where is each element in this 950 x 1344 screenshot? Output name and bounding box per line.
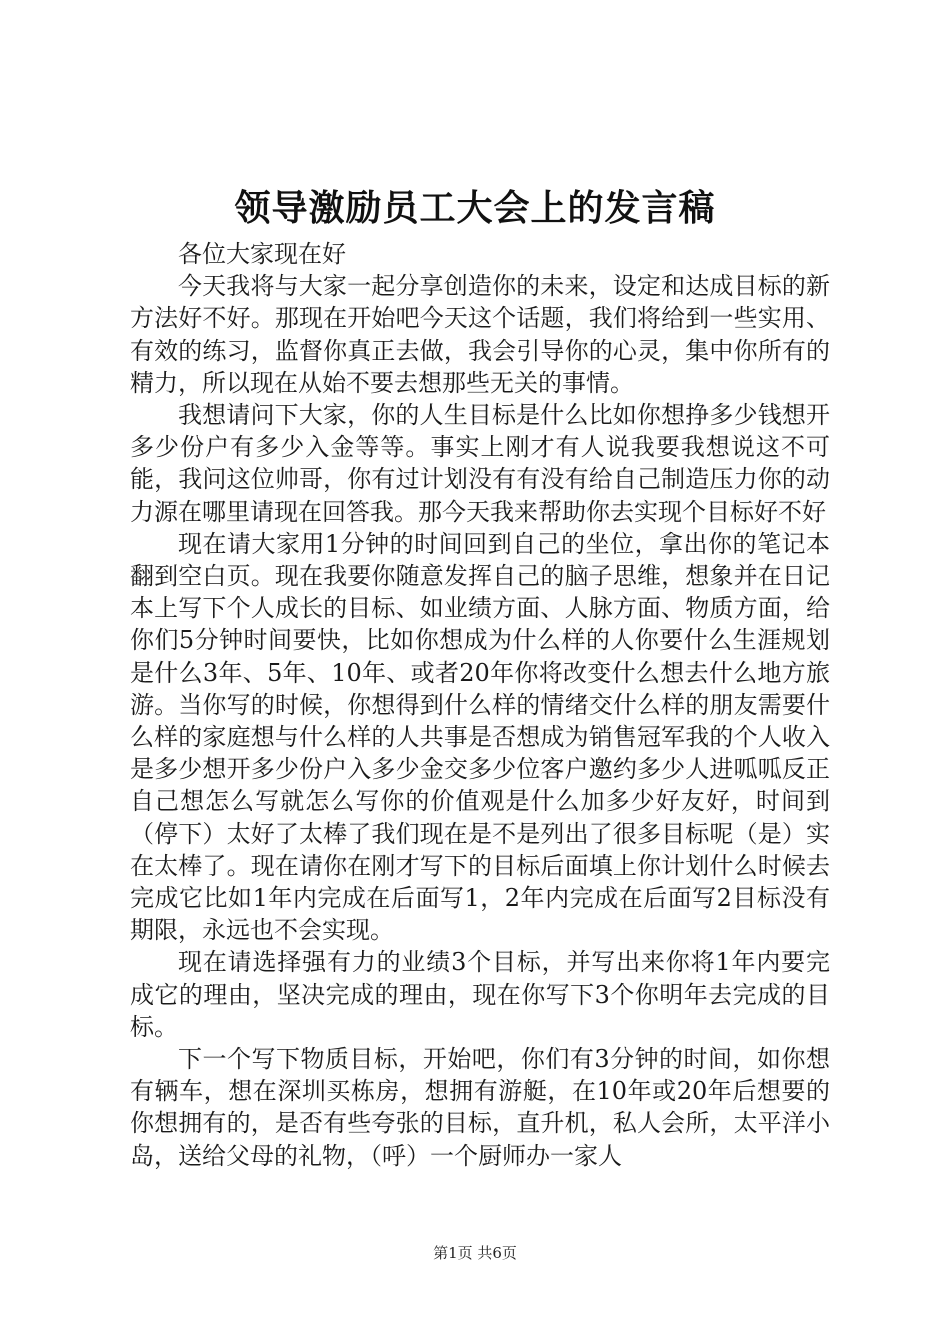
paragraph: 现在请大家用1分钟的时间回到自己的坐位，拿出你的笔记本翻到空白页。现在我要你随意发挥自己的脑子思维，想象并在日记本上写下个人成长的目标、如业绩方面、人脉方面、物质方面，给你们5分钟时间要快，比如你想成为什么样的人你要什么生涯规划是什么3年、5年、10年、或者20年你将改变什么想去什么地方旅游。当你写的时候，你想得到什么样的情绪交什么样的朋友需要什么样的家庭想与什么样的人共事是否想成为销售冠军我的个人收入是多少想开多少份户入多少金交多少位客户邀约多少人进呱呱反正自己想怎么写就怎么写你的价值观是什么加多少好友好，时间到（停下）太好了太棒了我们现在是不是列出了很多目标呢（是）实在太棒了。现在请你在刚才写下的目标后面填上你计划什么时候去完成它比如1年内完成在后面写1，2年内完成在后面写2目标没有期限，永远也不会实现。: [130, 529, 830, 945]
paragraph-greeting: 各位大家现在好: [178, 240, 346, 268]
document-body: [130, 238, 830, 1172]
paragraph: 今天我将与大家一起分享创造你的未来，设定和达成目标的新方法好不好。那现在开始吧今天这个话题，我们将给到一些实用、有效的练习，监督你真正去做，我会引导你的心灵，集中你所有的精力，所以现在从始不要去想那些无关的事情。: [130, 272, 830, 397]
paragraph: 现在请选择强有力的业绩3个目标，并写出来你将1年内要完成它的理由，坚决完成的理由，现在你写下3个你明年去完成的目标。: [130, 948, 830, 1041]
document-title: 领导激励员工大会上的发言稿: [234, 187, 716, 229]
page-number-footer: 第1页 共6页: [433, 1244, 517, 1262]
paragraph: 下一个写下物质目标，开始吧，你们有3分钟的时间，如你想有辆车，想在深圳买栋房，想拥有游艇，在10年或20年后想要的你想拥有的，是否有些夸张的目标，直升机，私人会所，太平洋小岛，送给父母的礼物，（呼）一个厨师办一家人: [130, 1045, 830, 1170]
paragraph: 我想请问下大家，你的人生目标是什么比如你想挣多少钱想开多少份户有多少入金等等。事实上刚才有人说我要我想说这不可能，我问这位帅哥，你有过计划没有有没有给自己制造压力你的动力源在哪里请现在回答我。那今天我来帮助你去实现个目标好不好: [130, 401, 830, 526]
